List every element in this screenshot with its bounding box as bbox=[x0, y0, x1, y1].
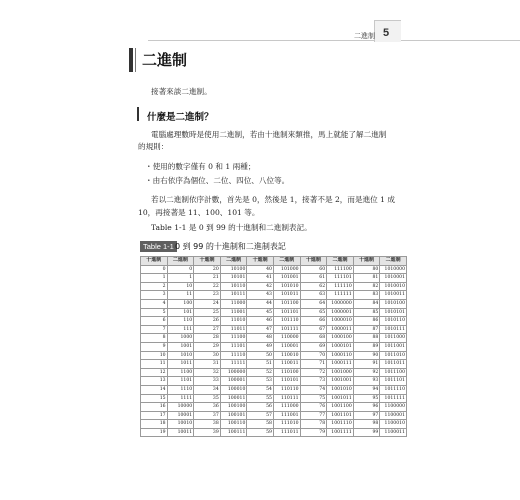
table-cell: 91 bbox=[353, 360, 380, 369]
table-cell: 71 bbox=[300, 360, 327, 369]
paragraph-3: Table 1-1 是 0 到 99 的十進制和二進制表記。 bbox=[151, 223, 312, 232]
table-cell: 1010 bbox=[167, 351, 194, 360]
table-header-cell: 二進制 bbox=[220, 257, 247, 266]
table-cell: 33 bbox=[194, 377, 221, 386]
table-cell: 11100 bbox=[220, 334, 247, 343]
table-cell: 101000 bbox=[273, 265, 300, 274]
table-cell: 1000011 bbox=[327, 325, 354, 334]
bullet-item: ・由右依序為個位、二位、四位、八位等。 bbox=[145, 176, 290, 185]
table-cell: 1000010 bbox=[327, 317, 354, 326]
table-header-cell: 十進制 bbox=[141, 257, 168, 266]
table-cell: 62 bbox=[300, 282, 327, 291]
table-cell: 44 bbox=[247, 299, 274, 308]
table-cell: 1011001 bbox=[380, 342, 407, 351]
table-header-cell: 十進制 bbox=[194, 257, 221, 266]
page-header bbox=[0, 0, 520, 45]
table-cell: 60 bbox=[300, 265, 327, 274]
table-cell: 1100 bbox=[167, 368, 194, 377]
table-row bbox=[141, 265, 407, 274]
table-cell: 61 bbox=[300, 274, 327, 283]
table-cell: 70 bbox=[300, 351, 327, 360]
table-cell: 90 bbox=[353, 351, 380, 360]
table-cell: 1101 bbox=[167, 377, 194, 386]
table-cell: 45 bbox=[247, 308, 274, 317]
table-cell: 92 bbox=[353, 368, 380, 377]
table-row bbox=[141, 420, 407, 429]
table-cell: 1000111 bbox=[327, 360, 354, 369]
table-cell: 81 bbox=[353, 274, 380, 283]
table-cell: 6 bbox=[141, 317, 168, 326]
intro-text: 接著來談二進制。 bbox=[151, 87, 212, 96]
table-cell: 111011 bbox=[273, 428, 300, 437]
table-header-cell: 二進制 bbox=[327, 257, 354, 266]
bullet-text: 由右依序為個位、二位、四位、八位等。 bbox=[152, 176, 290, 185]
table-cell: 20 bbox=[194, 265, 221, 274]
table-row bbox=[141, 360, 407, 369]
table-cell: 65 bbox=[300, 308, 327, 317]
table-cell: 1011011 bbox=[380, 360, 407, 369]
table-cell: 110110 bbox=[273, 385, 300, 394]
table-cell: 1001100 bbox=[327, 403, 354, 412]
table-cell: 93 bbox=[353, 377, 380, 386]
table-cell: 110100 bbox=[273, 368, 300, 377]
table-cell: 1000110 bbox=[327, 351, 354, 360]
table-cell: 1000101 bbox=[327, 342, 354, 351]
table-cell: 76 bbox=[300, 403, 327, 412]
table-cell: 1011000 bbox=[380, 334, 407, 343]
table-cell: 24 bbox=[194, 299, 221, 308]
table-row bbox=[141, 411, 407, 420]
table-cell: 110001 bbox=[273, 342, 300, 351]
table-cell: 100100 bbox=[220, 403, 247, 412]
table-row bbox=[141, 299, 407, 308]
table-cell: 98 bbox=[353, 420, 380, 429]
table-header-row bbox=[141, 257, 407, 266]
table-cell: 2 bbox=[141, 282, 168, 291]
table-cell: 1 bbox=[141, 274, 168, 283]
table-cell: 1010110 bbox=[380, 317, 407, 326]
table-title: 0 到 99 的十進制和二進制表記 bbox=[175, 242, 286, 251]
table-cell: 64 bbox=[300, 299, 327, 308]
table-cell: 1 bbox=[167, 274, 194, 283]
table-cell: 12 bbox=[141, 368, 168, 377]
table-cell: 38 bbox=[194, 420, 221, 429]
table-row bbox=[141, 317, 407, 326]
table-cell: 1100010 bbox=[380, 420, 407, 429]
table-cell: 15 bbox=[141, 394, 168, 403]
table-cell: 40 bbox=[247, 265, 274, 274]
table-cell: 1000100 bbox=[327, 334, 354, 343]
table-cell: 73 bbox=[300, 377, 327, 386]
table-cell: 23 bbox=[194, 291, 221, 300]
table-cell: 1011100 bbox=[380, 368, 407, 377]
table-cell: 1011 bbox=[167, 360, 194, 369]
heading-bar-thin-icon bbox=[135, 48, 136, 72]
table-cell: 10010 bbox=[167, 420, 194, 429]
table-cell: 46 bbox=[247, 317, 274, 326]
table-cell: 83 bbox=[353, 291, 380, 300]
table-cell: 1010100 bbox=[380, 299, 407, 308]
table-cell: 100111 bbox=[220, 428, 247, 437]
table-cell: 27 bbox=[194, 325, 221, 334]
table-row bbox=[141, 351, 407, 360]
table-cell: 54 bbox=[247, 385, 274, 394]
table-cell: 84 bbox=[353, 299, 380, 308]
chapter-heading bbox=[129, 48, 409, 78]
table-cell: 111 bbox=[167, 325, 194, 334]
table-cell: 86 bbox=[353, 317, 380, 326]
table-cell: 110111 bbox=[273, 394, 300, 403]
table-cell: 56 bbox=[247, 403, 274, 412]
table-cell: 10000 bbox=[167, 403, 194, 412]
table-cell: 35 bbox=[194, 394, 221, 403]
table-cell: 4 bbox=[141, 299, 168, 308]
paragraph-2-line-1: 若以二進制依序計數，首先是 0，然後是 1，接著不是 2，而是進位 1 成 bbox=[151, 195, 396, 204]
table-cell: 101011 bbox=[273, 291, 300, 300]
table-cell: 89 bbox=[353, 342, 380, 351]
table-cell: 1000000 bbox=[327, 299, 354, 308]
section-title: 什麼是二進制？ bbox=[147, 112, 214, 123]
table-cell: 30 bbox=[194, 351, 221, 360]
table-cell: 41 bbox=[247, 274, 274, 283]
table-cell: 85 bbox=[353, 308, 380, 317]
section-bar-icon bbox=[137, 107, 139, 121]
table-row bbox=[141, 274, 407, 283]
table-cell: 22 bbox=[194, 282, 221, 291]
table-cell: 110000 bbox=[273, 334, 300, 343]
table-cell: 11001 bbox=[220, 308, 247, 317]
table-row bbox=[141, 282, 407, 291]
table-cell: 72 bbox=[300, 368, 327, 377]
table-cell: 75 bbox=[300, 394, 327, 403]
table-cell: 52 bbox=[247, 368, 274, 377]
paragraph-2-line-2: 10，再接著是 11、100、101 等。 bbox=[138, 208, 260, 217]
table-cell: 7 bbox=[141, 325, 168, 334]
table-row bbox=[141, 368, 407, 377]
table-cell: 110011 bbox=[273, 360, 300, 369]
table-cell: 43 bbox=[247, 291, 274, 300]
table-cell: 49 bbox=[247, 342, 274, 351]
page-number: 5 bbox=[383, 27, 390, 39]
table-cell: 25 bbox=[194, 308, 221, 317]
table-cell: 63 bbox=[300, 291, 327, 300]
table-cell: 111010 bbox=[273, 420, 300, 429]
table-cell: 17 bbox=[141, 411, 168, 420]
table-cell: 53 bbox=[247, 377, 274, 386]
table-cell: 0 bbox=[141, 265, 168, 274]
table-cell: 1001000 bbox=[327, 368, 354, 377]
table-cell: 57 bbox=[247, 411, 274, 420]
table-cell: 110101 bbox=[273, 377, 300, 386]
table-cell: 88 bbox=[353, 334, 380, 343]
table-cell: 39 bbox=[194, 428, 221, 437]
table-cell: 10110 bbox=[220, 282, 247, 291]
table-cell: 58 bbox=[247, 420, 274, 429]
table-cell: 19 bbox=[141, 428, 168, 437]
table-cell: 10101 bbox=[220, 274, 247, 283]
table-cell: 14 bbox=[141, 385, 168, 394]
table-cell: 37 bbox=[194, 411, 221, 420]
bullet-item: ・使用的數字僅有 0 和 1 兩種； bbox=[145, 162, 256, 171]
table-row bbox=[141, 342, 407, 351]
table-cell: 87 bbox=[353, 325, 380, 334]
table-cell: 34 bbox=[194, 385, 221, 394]
table-cell: 101110 bbox=[273, 317, 300, 326]
table-cell: 82 bbox=[353, 282, 380, 291]
table-cell: 28 bbox=[194, 334, 221, 343]
table-cell: 18 bbox=[141, 420, 168, 429]
table-cell: 1001111 bbox=[327, 428, 354, 437]
table-cell: 59 bbox=[247, 428, 274, 437]
table-cell: 101111 bbox=[273, 325, 300, 334]
table-header-cell: 十進制 bbox=[353, 257, 380, 266]
table-cell: 10001 bbox=[167, 411, 194, 420]
paragraph-1-line-2: 的規則： bbox=[138, 142, 169, 151]
table-cell: 10 bbox=[141, 351, 168, 360]
table-cell: 8 bbox=[141, 334, 168, 343]
table-cell: 1011111 bbox=[380, 394, 407, 403]
table-cell: 48 bbox=[247, 334, 274, 343]
table-row bbox=[141, 385, 407, 394]
bullet-text: 使用的數字僅有 0 和 1 兩種； bbox=[152, 162, 256, 171]
table-cell: 101100 bbox=[273, 299, 300, 308]
table-cell: 68 bbox=[300, 334, 327, 343]
table-cell: 1001001 bbox=[327, 377, 354, 386]
table-cell: 77 bbox=[300, 411, 327, 420]
table-cell: 36 bbox=[194, 403, 221, 412]
table-cell: 1011110 bbox=[380, 385, 407, 394]
table-cell: 96 bbox=[353, 403, 380, 412]
table-row bbox=[141, 308, 407, 317]
table-cell: 21 bbox=[194, 274, 221, 283]
header-rule bbox=[148, 40, 520, 41]
table-cell: 1010001 bbox=[380, 274, 407, 283]
table-cell: 1010101 bbox=[380, 308, 407, 317]
table-cell: 67 bbox=[300, 325, 327, 334]
table-cell: 111101 bbox=[327, 274, 354, 283]
table-cell: 111001 bbox=[273, 411, 300, 420]
table-cell: 11101 bbox=[220, 342, 247, 351]
table-cell: 110 bbox=[167, 317, 194, 326]
table-cell: 80 bbox=[353, 265, 380, 274]
table-cell: 1001110 bbox=[327, 420, 354, 429]
table-row bbox=[141, 428, 407, 437]
table-cell: 16 bbox=[141, 403, 168, 412]
paragraph-1-line-1: 電腦處理數時是使用二進制，若由十進制來類推，馬上就能了解二進制 bbox=[151, 130, 387, 139]
table-cell: 79 bbox=[300, 428, 327, 437]
table-cell: 74 bbox=[300, 385, 327, 394]
table-cell: 1100011 bbox=[380, 428, 407, 437]
table-row bbox=[141, 291, 407, 300]
table-cell: 66 bbox=[300, 317, 327, 326]
table-cell: 111100 bbox=[327, 265, 354, 274]
table-cell: 100110 bbox=[220, 420, 247, 429]
table-cell: 1001101 bbox=[327, 411, 354, 420]
table-cell: 99 bbox=[353, 428, 380, 437]
table-cell: 94 bbox=[353, 385, 380, 394]
table-cell: 50 bbox=[247, 351, 274, 360]
table-cell: 11000 bbox=[220, 299, 247, 308]
table-cell: 100000 bbox=[220, 368, 247, 377]
table-cell: 1001010 bbox=[327, 385, 354, 394]
table-cell: 1110 bbox=[167, 385, 194, 394]
table-cell: 3 bbox=[141, 291, 168, 300]
table-cell: 101001 bbox=[273, 274, 300, 283]
table-cell: 11 bbox=[167, 291, 194, 300]
table-cell: 11110 bbox=[220, 351, 247, 360]
table-header-cell: 二進制 bbox=[273, 257, 300, 266]
table-cell: 111111 bbox=[327, 291, 354, 300]
table-cell: 0 bbox=[167, 265, 194, 274]
table-cell: 47 bbox=[247, 325, 274, 334]
table-cell: 11011 bbox=[220, 325, 247, 334]
table-cell: 101010 bbox=[273, 282, 300, 291]
table-row bbox=[141, 403, 407, 412]
table-cell: 69 bbox=[300, 342, 327, 351]
running-header-label: 二進制 bbox=[354, 32, 375, 40]
table-cell: 95 bbox=[353, 394, 380, 403]
table-cell: 32 bbox=[194, 368, 221, 377]
table-cell: 100 bbox=[167, 299, 194, 308]
table-cell: 1011101 bbox=[380, 377, 407, 386]
table-cell: 101 bbox=[167, 308, 194, 317]
table-row bbox=[141, 334, 407, 343]
heading-bar-icon bbox=[129, 48, 133, 72]
table-cell: 9 bbox=[141, 342, 168, 351]
table-cell: 10011 bbox=[167, 428, 194, 437]
table-cell: 1010010 bbox=[380, 282, 407, 291]
table-cell: 11010 bbox=[220, 317, 247, 326]
page-title: 二進制 bbox=[142, 51, 188, 69]
table-cell: 1000 bbox=[167, 334, 194, 343]
table-cell: 111000 bbox=[273, 403, 300, 412]
table-cell: 42 bbox=[247, 282, 274, 291]
table-cell: 100011 bbox=[220, 394, 247, 403]
table-row bbox=[141, 377, 407, 386]
table-cell: 55 bbox=[247, 394, 274, 403]
table-cell: 1000001 bbox=[327, 308, 354, 317]
table-cell: 1111 bbox=[167, 394, 194, 403]
table-header-cell: 十進制 bbox=[300, 257, 327, 266]
table-cell: 11111 bbox=[220, 360, 247, 369]
table-cell: 29 bbox=[194, 342, 221, 351]
table-cell: 100101 bbox=[220, 411, 247, 420]
table-cell: 5 bbox=[141, 308, 168, 317]
table-cell: 11 bbox=[141, 360, 168, 369]
table-cell: 10100 bbox=[220, 265, 247, 274]
table-cell: 97 bbox=[353, 411, 380, 420]
table-cell: 10111 bbox=[220, 291, 247, 300]
table-cell: 1010011 bbox=[380, 291, 407, 300]
table-cell: 13 bbox=[141, 377, 168, 386]
table-header-cell: 二進制 bbox=[380, 257, 407, 266]
table-cell: 51 bbox=[247, 360, 274, 369]
table-cell: 1001011 bbox=[327, 394, 354, 403]
table-cell: 31 bbox=[194, 360, 221, 369]
table-cell: 101101 bbox=[273, 308, 300, 317]
table-cell: 26 bbox=[194, 317, 221, 326]
table-cell: 78 bbox=[300, 420, 327, 429]
table-cell: 100010 bbox=[220, 385, 247, 394]
table-cell: 110010 bbox=[273, 351, 300, 360]
table-cell: 1010000 bbox=[380, 265, 407, 274]
table-header-cell: 二進制 bbox=[167, 257, 194, 266]
table-cell: 111110 bbox=[327, 282, 354, 291]
table-row bbox=[141, 325, 407, 334]
table-cell: 1011010 bbox=[380, 351, 407, 360]
table-row bbox=[141, 394, 407, 403]
table-cell: 10 bbox=[167, 282, 194, 291]
table-cell: 1010111 bbox=[380, 325, 407, 334]
table-cell: 100001 bbox=[220, 377, 247, 386]
table-cell: 1100001 bbox=[380, 411, 407, 420]
table-cell: 1100000 bbox=[380, 403, 407, 412]
binary-table bbox=[140, 256, 407, 437]
table-cell: 1001 bbox=[167, 342, 194, 351]
table-tag: Table 1-1 bbox=[140, 241, 177, 252]
table-header-cell: 十進制 bbox=[247, 257, 274, 266]
